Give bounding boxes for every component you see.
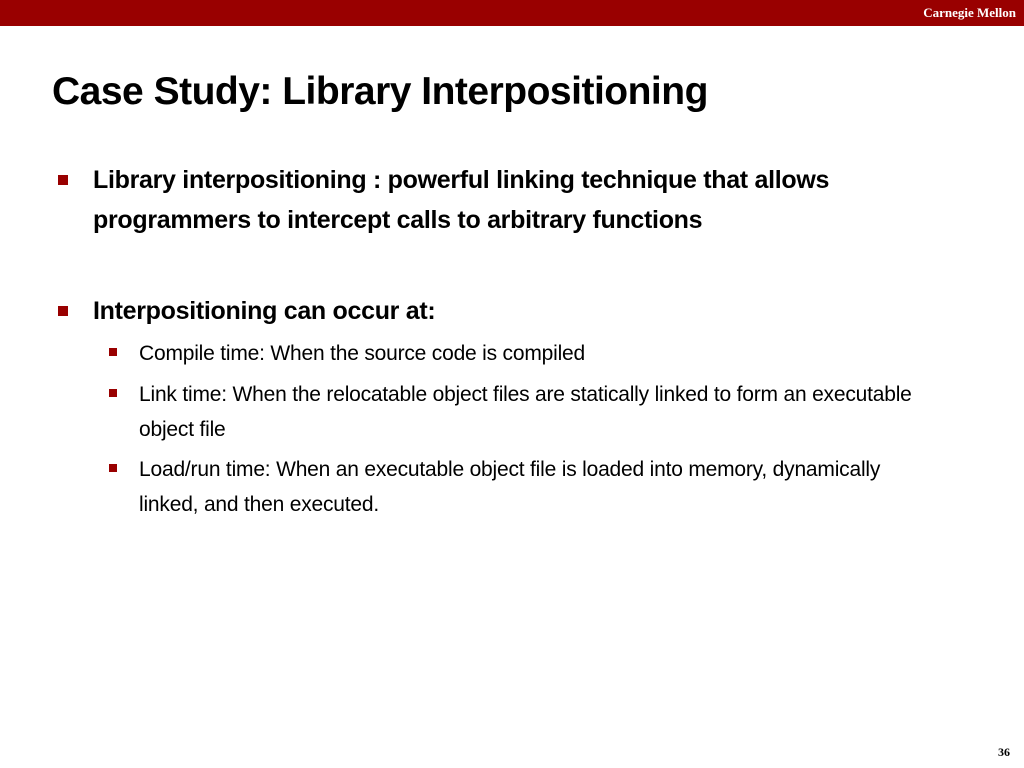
top-bar — [0, 0, 1024, 26]
brand-label: Carnegie Mellon — [923, 5, 1016, 20]
bullet-text: Interpositioning can occur at: — [93, 297, 436, 325]
sub-bullet-item — [139, 336, 929, 371]
square-bullet-icon — [58, 306, 68, 316]
square-bullet-icon — [109, 464, 117, 472]
sub-bullet-text: Link time: When the relocatable object files are statically linked to form an executable object file — [139, 383, 912, 441]
slide-title: Case Study: Library Interpositioning — [52, 70, 708, 113]
page-number: 36 — [998, 745, 1010, 759]
sub-bullet-item — [139, 452, 929, 522]
square-bullet-icon — [109, 389, 117, 397]
square-bullet-icon — [109, 348, 117, 356]
bullet-item — [93, 291, 923, 331]
sub-bullet-text: Load/run time: When an executable object file is loaded into memory, dynamically linked, and then executed. — [139, 458, 881, 516]
sub-bullet-item — [139, 377, 929, 447]
square-bullet-icon — [58, 175, 68, 185]
bullet-text: Library interpositioning : powerful linking technique that allows programmers to intercept calls to arbitrary functions — [93, 166, 830, 234]
sub-bullet-text: Compile time: When the source code is compiled — [139, 342, 586, 365]
bullet-item — [93, 160, 923, 240]
